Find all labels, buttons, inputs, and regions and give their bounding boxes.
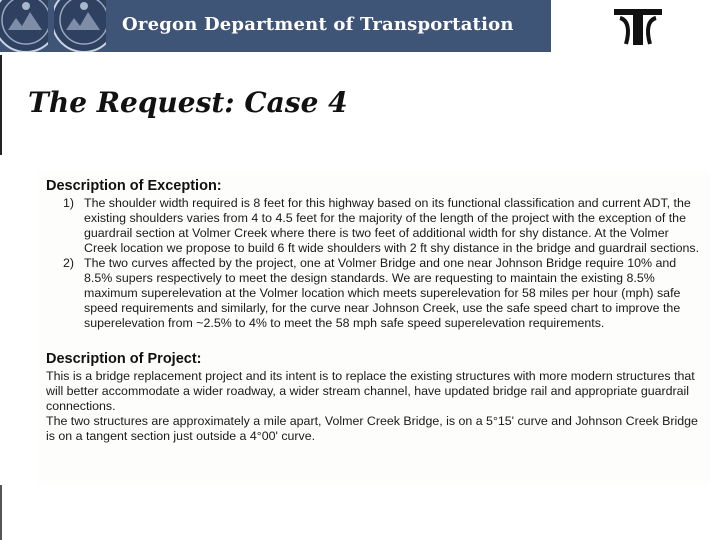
left-border-rule <box>0 55 2 155</box>
page-title: The Request: Case 4 <box>28 86 348 119</box>
exception-item <box>38 256 710 331</box>
header-bar <box>0 0 551 52</box>
org-name: Oregon Department of Transportation <box>122 14 514 35</box>
exception-heading: Description of Exception: <box>46 178 222 194</box>
exception-item-number: 2) <box>62 256 74 270</box>
exception-item <box>38 196 710 256</box>
left-border-rule-lower <box>0 485 2 540</box>
project-paragraph: This is a bridge replacement project and its intent is to replace the existing structures with more modern structures that will better accommodate a wider roadway, a wider stream channel, have updated bridge rail and appropriate guardrail connections. <box>46 369 695 413</box>
odot-logo-icon <box>612 6 664 48</box>
scanned-document <box>38 172 710 484</box>
project-paragraph: The two structures are approximately a mile apart, Volmer Creek Bridge, is on a 5°15' curve and Johnson Creek Bridge is on a tangent section just outside a 4°00' curve. <box>46 414 698 443</box>
state-seal-image-2 <box>54 0 106 52</box>
exception-item-number: 1) <box>62 196 74 210</box>
state-seal-image <box>0 0 48 52</box>
exception-item-text: The shoulder width required is 8 feet for this highway based on its functional classification and current ADT, the existing shoulders varies from 4 to 4.5 feet for the majority of the length of the project with the exception of the guardrail section at Volmer Creek where there is two feet of additional width for shy distance. At the Volmer Creek location we propose to build 6 ft wide shoulders with 2 ft shy distance in the bridge and guardrail sections. <box>84 196 700 255</box>
exception-item-text: The two curves affected by the project, one at Volmer Bridge and one near Johnson Bridge require 10% and 8.5% supers respectively to meet the design standards. We are requesting to maintain the existing 8.5% maximum superelevation at the Volmer location which meets superelevation for 58 miles per hour (mph) safe speed requirements and similarly, for the curve near Johnson Creek, use the safe speed chart to improve the superelevation from ~2.5% to 4% to meet the 58 mph safe speed superelevation requirements. <box>84 256 681 330</box>
project-heading: Description of Project: <box>46 351 202 367</box>
